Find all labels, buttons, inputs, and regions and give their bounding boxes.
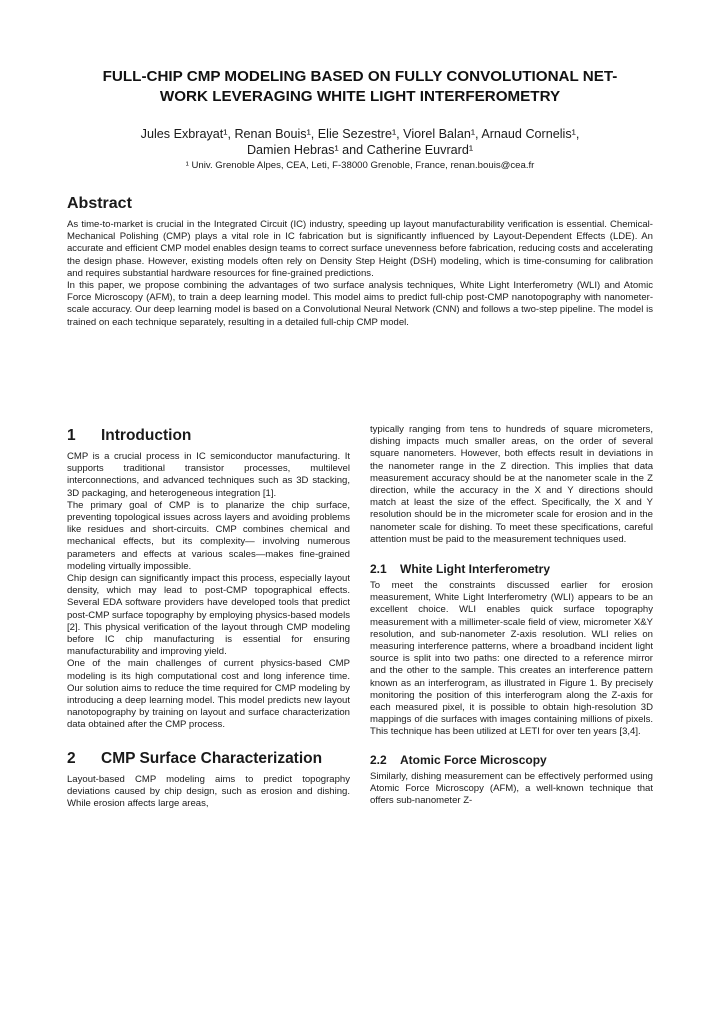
abstract-paragraph-2: In this paper, we propose combining the advantages of two surface analysis techniques, White Light Interferometry (WLI) and Atomic Force Microscopy (AFM), to train a deep learning model. This model aims to predict full-chip post-CMP nanotopography with nanometer-scale accuracy. Our deep learning model is based on a Convolutional Neural Network (CNN) and follows a two-step pipeline. The model is trained on each technique separately, resulting in a detailed full-chip CMP model. [67,280,653,328]
intro-paragraph-3: Chip design can significantly impact this process, especially layout density, which may lead to post-CMP topographical effects. Several EDA software providers have developed tools that predict post-CMP surface topography by employing physics-based models [2]. This physical verification of the layout through CMP modeling before IC chip manufacturing is essential for ensuring manufacturability and improving yield. [67,573,350,658]
section-2-1-heading [370,562,653,576]
subsection-number: 2.1 [370,562,387,577]
section-2-heading [67,750,350,768]
author-line-1: Jules Exbrayat¹, Renan Bouis¹, Elie Sezestre¹, Viorel Balan¹, Arnaud Cornelis¹, [140,127,580,141]
section-title: CMP Surface Characterization [101,749,323,767]
left-column [67,423,350,810]
subsection-title: White Light Interferometry [400,562,551,577]
afm-paragraph: Similarly, dishing measurement can be effectively performed using Atomic Force Microscopy (AFM), a well-known technique that offers sub-nanometer Z- [370,770,653,807]
intro-paragraph-4: One of the main challenges of current physics-based CMP modeling is its high computational cost and long inference time. Our solution aims to reduce the time required for CMP modeling by introducing a deep learning model. This model predicts new layout nanotopography by training on layout and surface characterization data obtained after the CMP process. [67,658,350,731]
abstract-paragraph-1: As time-to-market is crucial in the Integrated Circuit (IC) industry, speeding up layout manufacturability verification is essential. Chemical-Mechanical Polishing (CMP) plays a vital role in IC fabrication but is significantly influenced by Layout-Dependent Effects (LDE). An accurate and efficient CMP model enables design teams to correct surface unevenness before fabrication, reducing costs and accelerating the design phase. However, existing models often rely on Density Step Height (DSH) modeling, which is time-consuming for calibration and requires substantial hardware resources for fine-grained predictions. [67,219,653,279]
abstract-heading: Abstract [67,195,132,212]
section-title: Introduction [101,427,192,444]
characterization-paragraph-1-continued: typically ranging from tens to hundreds of square micrometers, dishing impacts much smaller areas, on the order of several square nanometers. However, both effects result in deviations in the nanometer range in the Z direction. This implies that data measurement accuracy should be at the nanometer scale in the Z direction, while the accuracy in the X and Y directions should match at least the size of the effect. Specifically, the X and Y resolution should be in the micrometer scale for erosion and in the nanometer scale for dishing. To meet these specifications, careful attention must be paid to the measurement techniques used. [370,424,653,545]
subsection-number: 2.2 [370,752,387,767]
section-number: 2 [67,749,76,767]
section-1-heading [67,427,350,445]
author-line-2: Damien Hebras¹ and Catherine Euvrard¹ [246,142,474,157]
abstract-body [67,219,653,329]
right-column [370,424,653,807]
author-list [60,127,660,158]
subsection-title: Atomic Force Microscopy [400,752,547,767]
intro-paragraph-1: CMP is a crucial process in IC semiconductor manufacturing. It supports traditional transistor processes, multilevel interconnections, and advanced techniques such as 3D stacking, 3D packaging, and heterogeneous integration [1]. [67,451,350,499]
characterization-paragraph-1: Layout-based CMP modeling aims to predict topography deviations caused by chip design, such as erosion and dishing. While erosion affects large areas, [67,773,350,810]
paper-title [60,67,660,107]
paper-title-line-2: WORK LEVERAGING WHITE LIGHT INTERFEROMETRY [159,88,561,105]
wli-paragraph: To meet the constraints discussed earlier for erosion measurement, White Light Interferometry (WLI) appears to be an excellent choice. WLI enables quick surface topography measurement with a millimeter-scale field of view, micrometer X&Y resolution, and sub-nanometer Z-axis resolution. WLI relies on measuring interference patterns, where a broadband incident light source is split into two paths: one directed to a reference mirror and the other to the sample. This creates an interference pattern known as an interferogram, as illustrated in Figure 1. By precisely monitoring the position of this interferogram along the Z-axis for each measured pixel, it is possible to obtain high-resolution 3D mappings of die surfaces with images containing millions of pixels. This technique has been utilized at LETI for over ten years [3,4]. [370,580,653,738]
section-2-2-heading [370,753,653,767]
section-number: 1 [67,427,76,444]
intro-paragraph-2: The primary goal of CMP is to planarize the chip surface, preventing topological issues across layers and avoiding problems like residues and short-circuits. CMP combines chemical and mechanical effects, but its complexity— involving numerous parameters and effects at various scales—makes fine-grained modeling virtually impossible. [67,499,350,572]
paper-title-line-1: FULL-CHIP CMP MODELING BASED ON FULLY CONVOLUTIONAL NET- [102,68,618,85]
affiliation: ¹ Univ. Grenoble Alpes, CEA, Leti, F-38000 Grenoble, France, renan.bouis@cea.fr [185,160,535,171]
